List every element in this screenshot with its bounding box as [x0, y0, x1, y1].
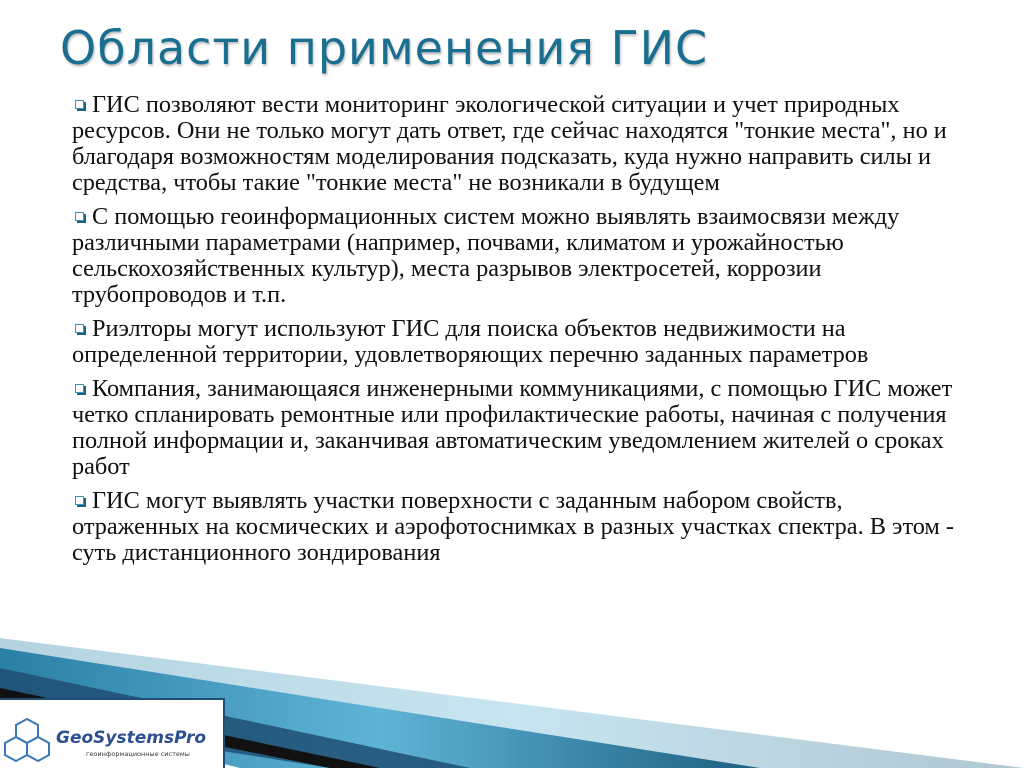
square-bullet-icon — [75, 384, 84, 393]
bullet-list — [72, 92, 962, 574]
square-bullet-icon — [75, 496, 84, 505]
bullet-item — [72, 204, 962, 308]
logo-name: GeoSystemsPro — [56, 728, 207, 748]
square-bullet-icon — [75, 324, 84, 333]
logo-panel — [0, 698, 225, 768]
bullet-item — [72, 316, 962, 368]
bullet-item — [72, 376, 962, 480]
bullet-text: С помощью геоинформационных систем можно выявлять взаимосвязи между различными параметрами (например, почвами, климатом и урожайностью сельскохозяйственных культур), места разрывов электросетей, коррозии трубопроводов и т.п. — [72, 203, 900, 308]
bullet-item — [72, 488, 962, 566]
square-bullet-icon — [75, 212, 84, 221]
bullet-text: ГИС позволяют вести мониторинг экологической ситуации и учет природных ресурсов. Они не только могут дать ответ, где сейчас находятся "тонкие места", но и благодаря возможностям моделирования подсказать, куда нужно направить силы и средства, чтобы такие "тонкие места" не возникали в будущем — [72, 91, 947, 196]
bullet-text: Компания, занимающаяся инженерными коммуникациями, с помощью ГИС может четко спланировать ремонтные или профилактические работы, начиная с получения полной информации и, заканчивая автоматическим уведомлением жителей о сроках работ — [72, 375, 953, 480]
geosystems-logo-icon — [4, 716, 50, 762]
bullet-text: Риэлторы могут используют ГИС для поиска объектов недвижимости на определенной территории, удовлетворяющих перечню заданных параметров — [72, 315, 869, 368]
bullet-text: ГИС могут выявлять участки поверхности с заданным набором свойств, отраженных на космических и аэрофотоснимках в разных участках спектра. В этом - суть дистанционного зондирования — [72, 487, 954, 566]
bullet-item — [72, 92, 962, 196]
slide-title: Области применения ГИС — [60, 21, 709, 75]
logo-subtitle: геоинформационные системы — [86, 750, 190, 758]
square-bullet-icon — [75, 100, 84, 109]
